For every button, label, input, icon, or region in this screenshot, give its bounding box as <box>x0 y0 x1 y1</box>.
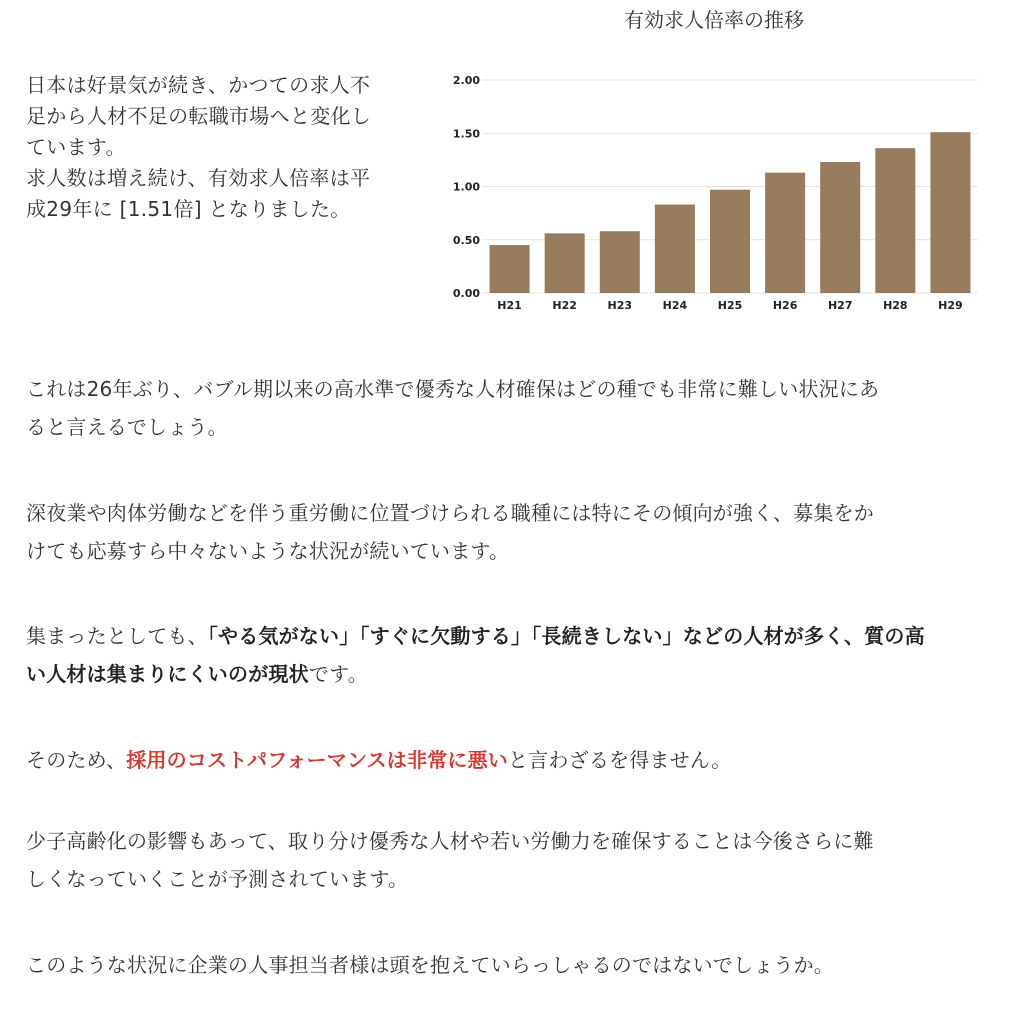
intro-line: ています。 <box>26 135 126 159</box>
x-tick-label: H25 <box>717 299 743 312</box>
chart-svg <box>440 0 1000 330</box>
paragraph-prefix: 集まったとしても、 <box>26 624 208 648</box>
bar <box>600 231 640 293</box>
bar <box>765 173 805 293</box>
paragraph-line: けても応募すら中々ないような状況が続いています。 <box>26 539 510 563</box>
x-tick-label: H27 <box>827 299 853 312</box>
paragraph-line: ると言えるでしょう。 <box>26 415 228 439</box>
intro-line: 成29年に [1.51倍] となりました。 <box>26 197 351 221</box>
intro-line: 足から人材不足の転職市場へと変化し <box>26 104 372 128</box>
bold-emphasis: い人材は集まりにくいのが現状 <box>26 662 309 686</box>
paragraph-line: 少子高齢化の影響もあって、取り分け優秀な人材や若い労働力を確保することは今後さらに難 <box>26 829 874 853</box>
bar <box>655 205 695 293</box>
x-tick-label: H23 <box>607 299 633 312</box>
job-ratio-chart <box>440 0 1000 330</box>
paragraph-3 <box>26 617 986 693</box>
paragraph-line: 深夜業や肉体労働などを伴う重労働に位置づけられる職種には特にその傾向が強く、募集をか <box>26 501 874 525</box>
paragraph-1 <box>26 370 986 446</box>
red-emphasis: 採用のコストパフォーマンスは非常に悪い <box>126 748 509 772</box>
bar <box>875 148 915 293</box>
paragraph-4 <box>26 741 986 779</box>
y-tick-label: 0.50 <box>452 233 480 247</box>
paragraph-line: しくなっていくことが予測されています。 <box>26 867 409 891</box>
bold-emphasis: 「やる気がない」「すぐに欠動する」「長続きしない」などの人材が多く、質の高 <box>207 624 925 648</box>
intro-line: 求人数は増え続け、有効求人倍率は平 <box>26 166 371 190</box>
bar <box>710 190 750 293</box>
bar <box>490 245 530 293</box>
paragraph-2 <box>26 494 986 570</box>
bar <box>930 132 970 293</box>
x-tick-label: H24 <box>662 299 688 312</box>
paragraph-5 <box>26 822 986 898</box>
bar <box>545 233 585 293</box>
x-tick-label: H29 <box>938 299 963 312</box>
chart-title: 有効求人倍率の推移 <box>624 8 804 32</box>
intro-line: 日本は好景気が続き、かつての求人不 <box>26 73 371 97</box>
paragraph-line: これは26年ぶり、バブル期以来の高水準で優秀な人材確保はどの種でも非常に難しい状況にあ <box>26 377 880 401</box>
paragraph-suffix: と言わざるを得ません。 <box>508 748 732 772</box>
x-tick-label: H26 <box>772 299 798 312</box>
y-tick-label: 2.00 <box>452 74 480 87</box>
paragraph-line <box>26 617 986 655</box>
y-tick-label: 0.00 <box>452 287 480 300</box>
x-tick-label: H21 <box>497 299 522 312</box>
paragraph-6 <box>26 946 986 984</box>
paragraph-line <box>26 655 986 693</box>
bar <box>820 162 860 293</box>
x-tick-label: H22 <box>552 299 577 312</box>
y-tick-label: 1.00 <box>452 180 480 194</box>
y-tick-label: 1.50 <box>452 127 480 141</box>
paragraph-prefix: そのため、 <box>26 748 127 772</box>
paragraph-suffix: です。 <box>308 662 368 686</box>
intro-text <box>26 70 426 225</box>
paragraph-line: このような状況に企業の人事担当者様は頭を抱えていらっしゃるのではないでしょうか。 <box>26 953 834 977</box>
x-tick-label: H28 <box>883 299 908 312</box>
paragraph-line <box>26 741 986 779</box>
